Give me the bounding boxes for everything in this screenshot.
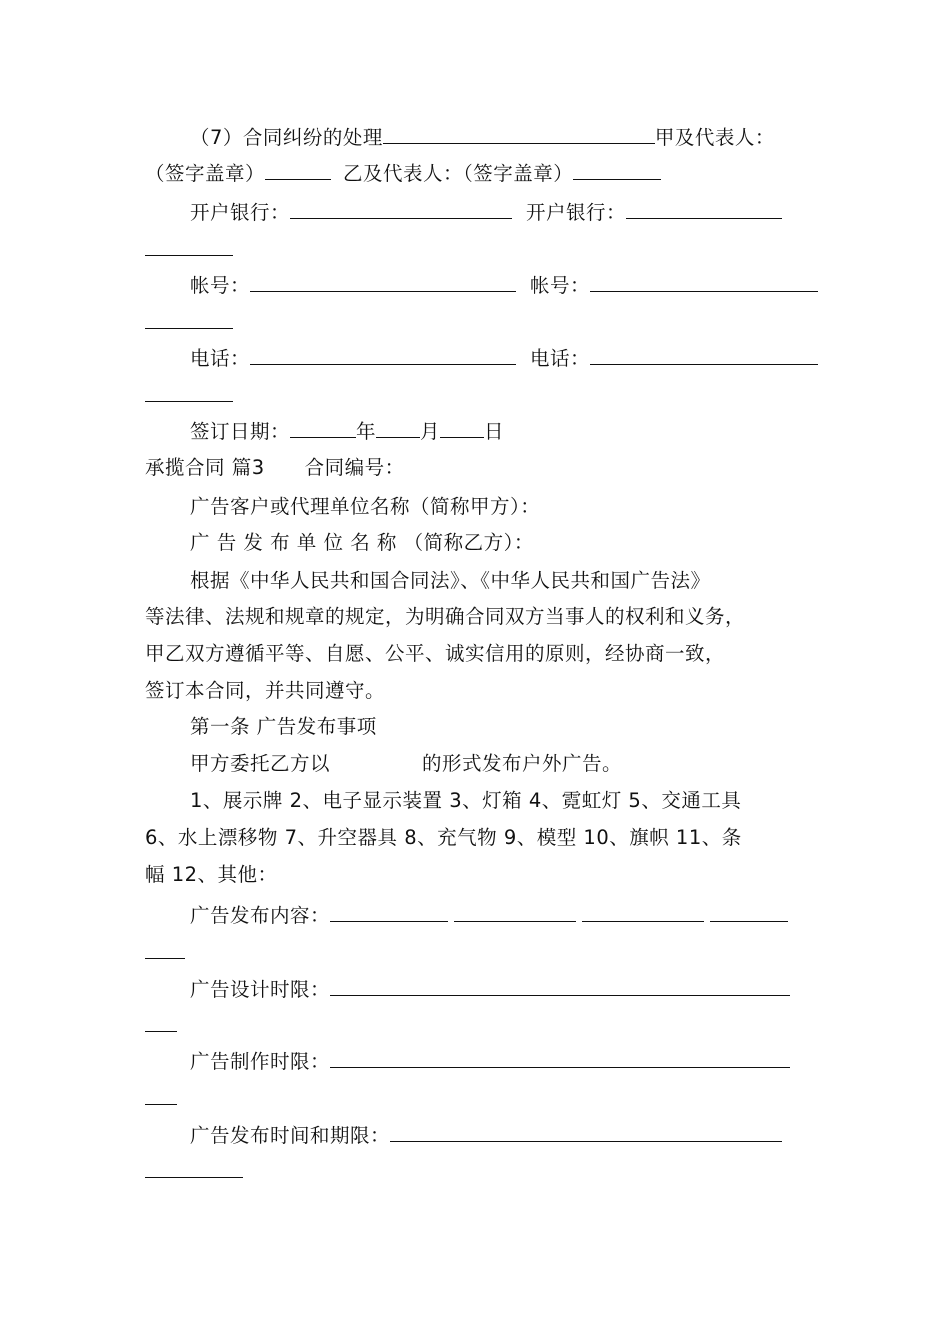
paragraph-text: 签订本合同，并共同遵守。	[145, 679, 386, 702]
section-heading-line	[145, 455, 405, 481]
account-line-cont	[145, 309, 233, 336]
bank-line	[190, 199, 782, 226]
entrust-line	[190, 751, 622, 777]
ad-content-line	[190, 902, 788, 929]
account-b-blank	[590, 272, 818, 292]
ad-content-blank-2	[454, 902, 576, 922]
ad-content-continuation-blank	[145, 939, 185, 959]
account-label-b: 帐号：	[530, 274, 591, 297]
entrust-text-a: 甲方委托乙方以	[190, 752, 331, 775]
ad-content-blank-1	[330, 902, 448, 922]
bank-line-cont	[145, 236, 233, 263]
ad-content-blank-4	[710, 902, 788, 922]
paragraph-text: 甲乙双方遵循平等、自愿、公平、诚实信用的原则，经协商一致，	[145, 642, 726, 665]
bank-continuation-blank	[145, 236, 233, 256]
publish-period-line	[190, 1122, 782, 1149]
options-line-2	[145, 825, 742, 851]
account-continuation-blank	[145, 309, 233, 329]
phone-a-blank	[250, 345, 516, 365]
design-period-blank	[330, 976, 790, 996]
options-text: 幅 12、其他：	[145, 863, 278, 886]
article-1-heading	[190, 714, 377, 740]
month-blank	[376, 418, 420, 438]
account-line	[190, 272, 818, 299]
design-period-line	[190, 976, 790, 1003]
contract-number-label: 合同编号：	[304, 456, 405, 479]
signature-line	[145, 160, 661, 187]
ad-content-blank-3	[582, 902, 704, 922]
bank-label-b: 开户银行：	[526, 201, 627, 224]
ad-content-line-cont	[145, 939, 185, 966]
bank-a-blank	[290, 199, 512, 219]
production-period-blank	[330, 1048, 790, 1068]
production-period-continuation-blank	[145, 1085, 177, 1105]
publisher-name-line	[190, 530, 534, 556]
sign-seal-b-blank	[573, 160, 661, 180]
paragraph-1-line-1	[190, 568, 711, 594]
design-period-label: 广告设计时限：	[190, 978, 331, 1001]
publish-period-blank	[390, 1122, 782, 1142]
publish-period-label: 广告发布时间和期限：	[190, 1124, 391, 1147]
clause-7-line	[190, 124, 775, 151]
section-title: 承揽合同 篇3	[145, 456, 265, 479]
phone-b-blank	[590, 345, 818, 365]
client-name-label: 广告客户或代理单位名称（简称甲方）：	[190, 495, 541, 518]
entrust-text-b: 的形式发布户外广告。	[422, 752, 623, 775]
bank-b-blank	[626, 199, 782, 219]
party-b-rep-label: 乙及代表人：（签字盖章）	[343, 162, 574, 185]
year-blank	[290, 418, 356, 438]
dispute-blank	[383, 124, 655, 144]
phone-label-a: 电话：	[190, 347, 251, 370]
options-line-3	[145, 862, 278, 888]
bank-label-a: 开户银行：	[190, 201, 291, 224]
publisher-name-label: 广 告 发 布 单 位 名 称 （简称乙方）：	[190, 531, 534, 554]
phone-label-b: 电话：	[530, 347, 591, 370]
options-line-1	[190, 788, 741, 814]
sign-date-label: 签订日期：	[190, 420, 291, 443]
article-1-title: 第一条 广告发布事项	[190, 715, 377, 738]
form-blank	[330, 751, 422, 770]
account-label-a: 帐号：	[190, 274, 251, 297]
paragraph-1-line-3	[145, 641, 725, 667]
year-label: 年	[356, 420, 377, 443]
phone-line-cont	[145, 382, 233, 409]
paragraph-text: 等法律、法规和规章的规定，为明确合同双方当事人的权利和义务，	[145, 605, 746, 628]
design-period-continuation-blank	[145, 1012, 177, 1032]
production-period-line-cont	[145, 1085, 177, 1112]
phone-line	[190, 345, 818, 372]
options-text: 1、展示牌 2、电子显示装置 3、灯箱 4、霓虹灯 5、交通工具	[190, 789, 742, 812]
sign-seal-a-blank	[265, 160, 331, 180]
production-period-label: 广告制作时限：	[190, 1050, 331, 1073]
sign-date-line	[190, 418, 504, 445]
sign-seal-a-label: （签字盖章）	[145, 162, 266, 185]
ad-content-label: 广告发布内容：	[190, 904, 331, 927]
paragraph-text: 根据《中华人民共和国合同法》、《中华人民共和国广告法》	[190, 569, 711, 592]
client-name-line	[190, 494, 540, 520]
design-period-line-cont	[145, 1012, 177, 1039]
paragraph-1-line-4	[145, 678, 385, 704]
phone-continuation-blank	[145, 382, 233, 402]
production-period-line	[190, 1048, 790, 1075]
account-a-blank	[250, 272, 516, 292]
day-label: 日	[484, 420, 505, 443]
party-a-rep-label: 甲及代表人：	[654, 126, 775, 149]
publish-period-line-cont	[145, 1158, 243, 1185]
day-blank	[440, 418, 484, 438]
clause-7-text: （7）合同纠纷的处理	[190, 126, 383, 149]
month-label: 月	[420, 420, 441, 443]
paragraph-1-line-2	[145, 604, 745, 630]
options-text: 6、水上漂移物 7、升空器具 8、充气物 9、模型 10、旗帜 11、条	[145, 826, 742, 849]
publish-period-continuation-blank	[145, 1158, 243, 1178]
